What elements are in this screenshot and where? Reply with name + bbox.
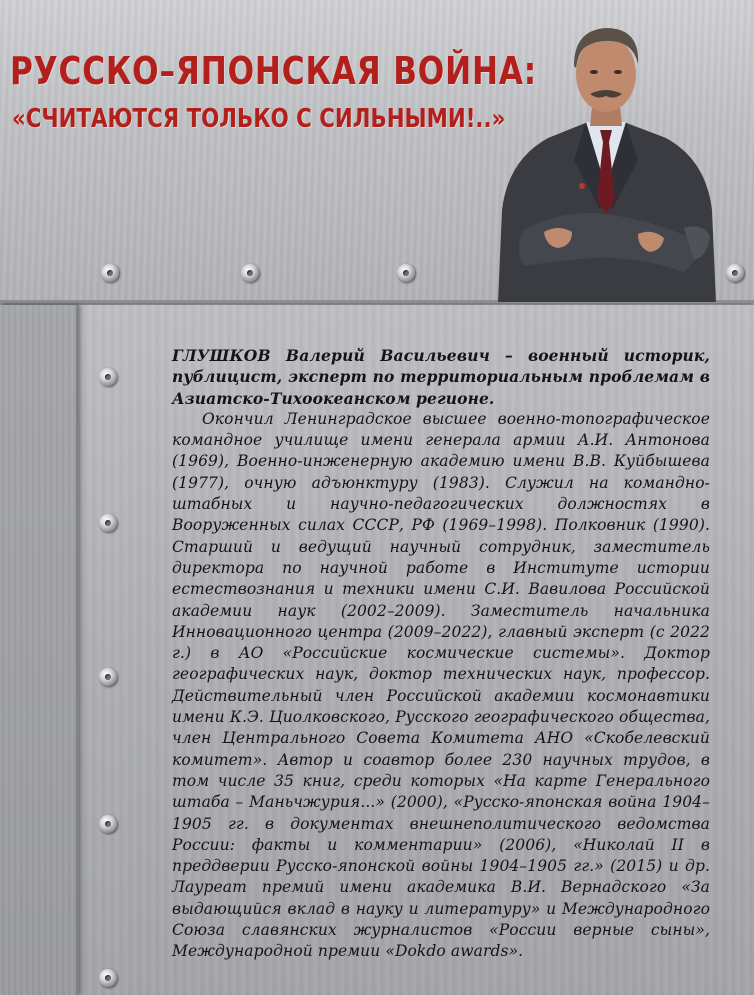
page-subtitle: «СЧИТАЮТСЯ ТОЛЬКО С СИЛЬНЫМИ!..» (12, 104, 506, 134)
rivet-icon (99, 969, 117, 987)
author-portrait (488, 10, 724, 302)
rivet-icon (99, 668, 117, 686)
rivet-icon (241, 264, 259, 282)
author-name: ГЛУШКОВ Валерий Васильевич (172, 346, 490, 365)
left-metal-strip (0, 305, 79, 995)
bio-intro (172, 345, 710, 409)
portrait-face (576, 36, 636, 112)
author-bio (172, 345, 710, 963)
page-title: РУССКО–ЯПОНСКАЯ ВОЙНА: (10, 49, 538, 93)
rivet-icon (101, 264, 119, 282)
rivet-icon (99, 815, 117, 833)
rivet-icon (99, 368, 117, 386)
bio-body: Окончил Ленинградское высшее военно-топографическое командное училище имени генерала армии А.И. Антонова (1969), Военно-инженерную академию имени В.В. Куйбышева (1977), очную адъюнктуру (1983). Служил на командно-штабных и научно-педагогических должностях в Вооруженных силах СССР, РФ (1969–1998). Полковник (1990). Старший и ведущий научный сотрудник, заместитель директора по научной работе в Институте истории естествознания и техники имени С.И. Вавилова Российской академии наук (2002–2009). Заместитель начальника Инновационного центра (2009–2022), главный эксперт (с 2022 г.) в АО «Российские космические системы». Доктор географических наук, доктор технических наук, профессор. Действительный член Российской академии космонавтики имени К.Э. Циолковского, Русского географического общества, член Центрального Совета Комитета АНО «Скобелевский комитет». Автор и соавтор более 230 научных трудов, в том числе 35 книг, среди которых «На карте Генерального штаба – Маньчжурия...» (2000), «Русско-японская война 1904–1905 гг. в документах внешнеполитического ведомства России: факты и комментарии» (2006), «Николай II в преддверии Русско-японской войны 1904–1905 гг.» (2015) и др. Лауреат премий имени академика В.И. Вернадского «За выдающийся вклад в науку и литературу» и Международного Союза славянских журналистов «России верные сыны», Международной премии «Dokdo awards». (172, 409, 710, 961)
rivet-icon (99, 514, 117, 532)
author-role: – военный историк, публицист, эксперт по территориальным проблемам в Азиатско-Тихоокеанском регионе. (172, 346, 710, 408)
rivet-icon (397, 264, 415, 282)
bottom-metal-panel (0, 305, 754, 995)
rivet-icon (726, 264, 744, 282)
top-metal-panel (0, 0, 754, 303)
